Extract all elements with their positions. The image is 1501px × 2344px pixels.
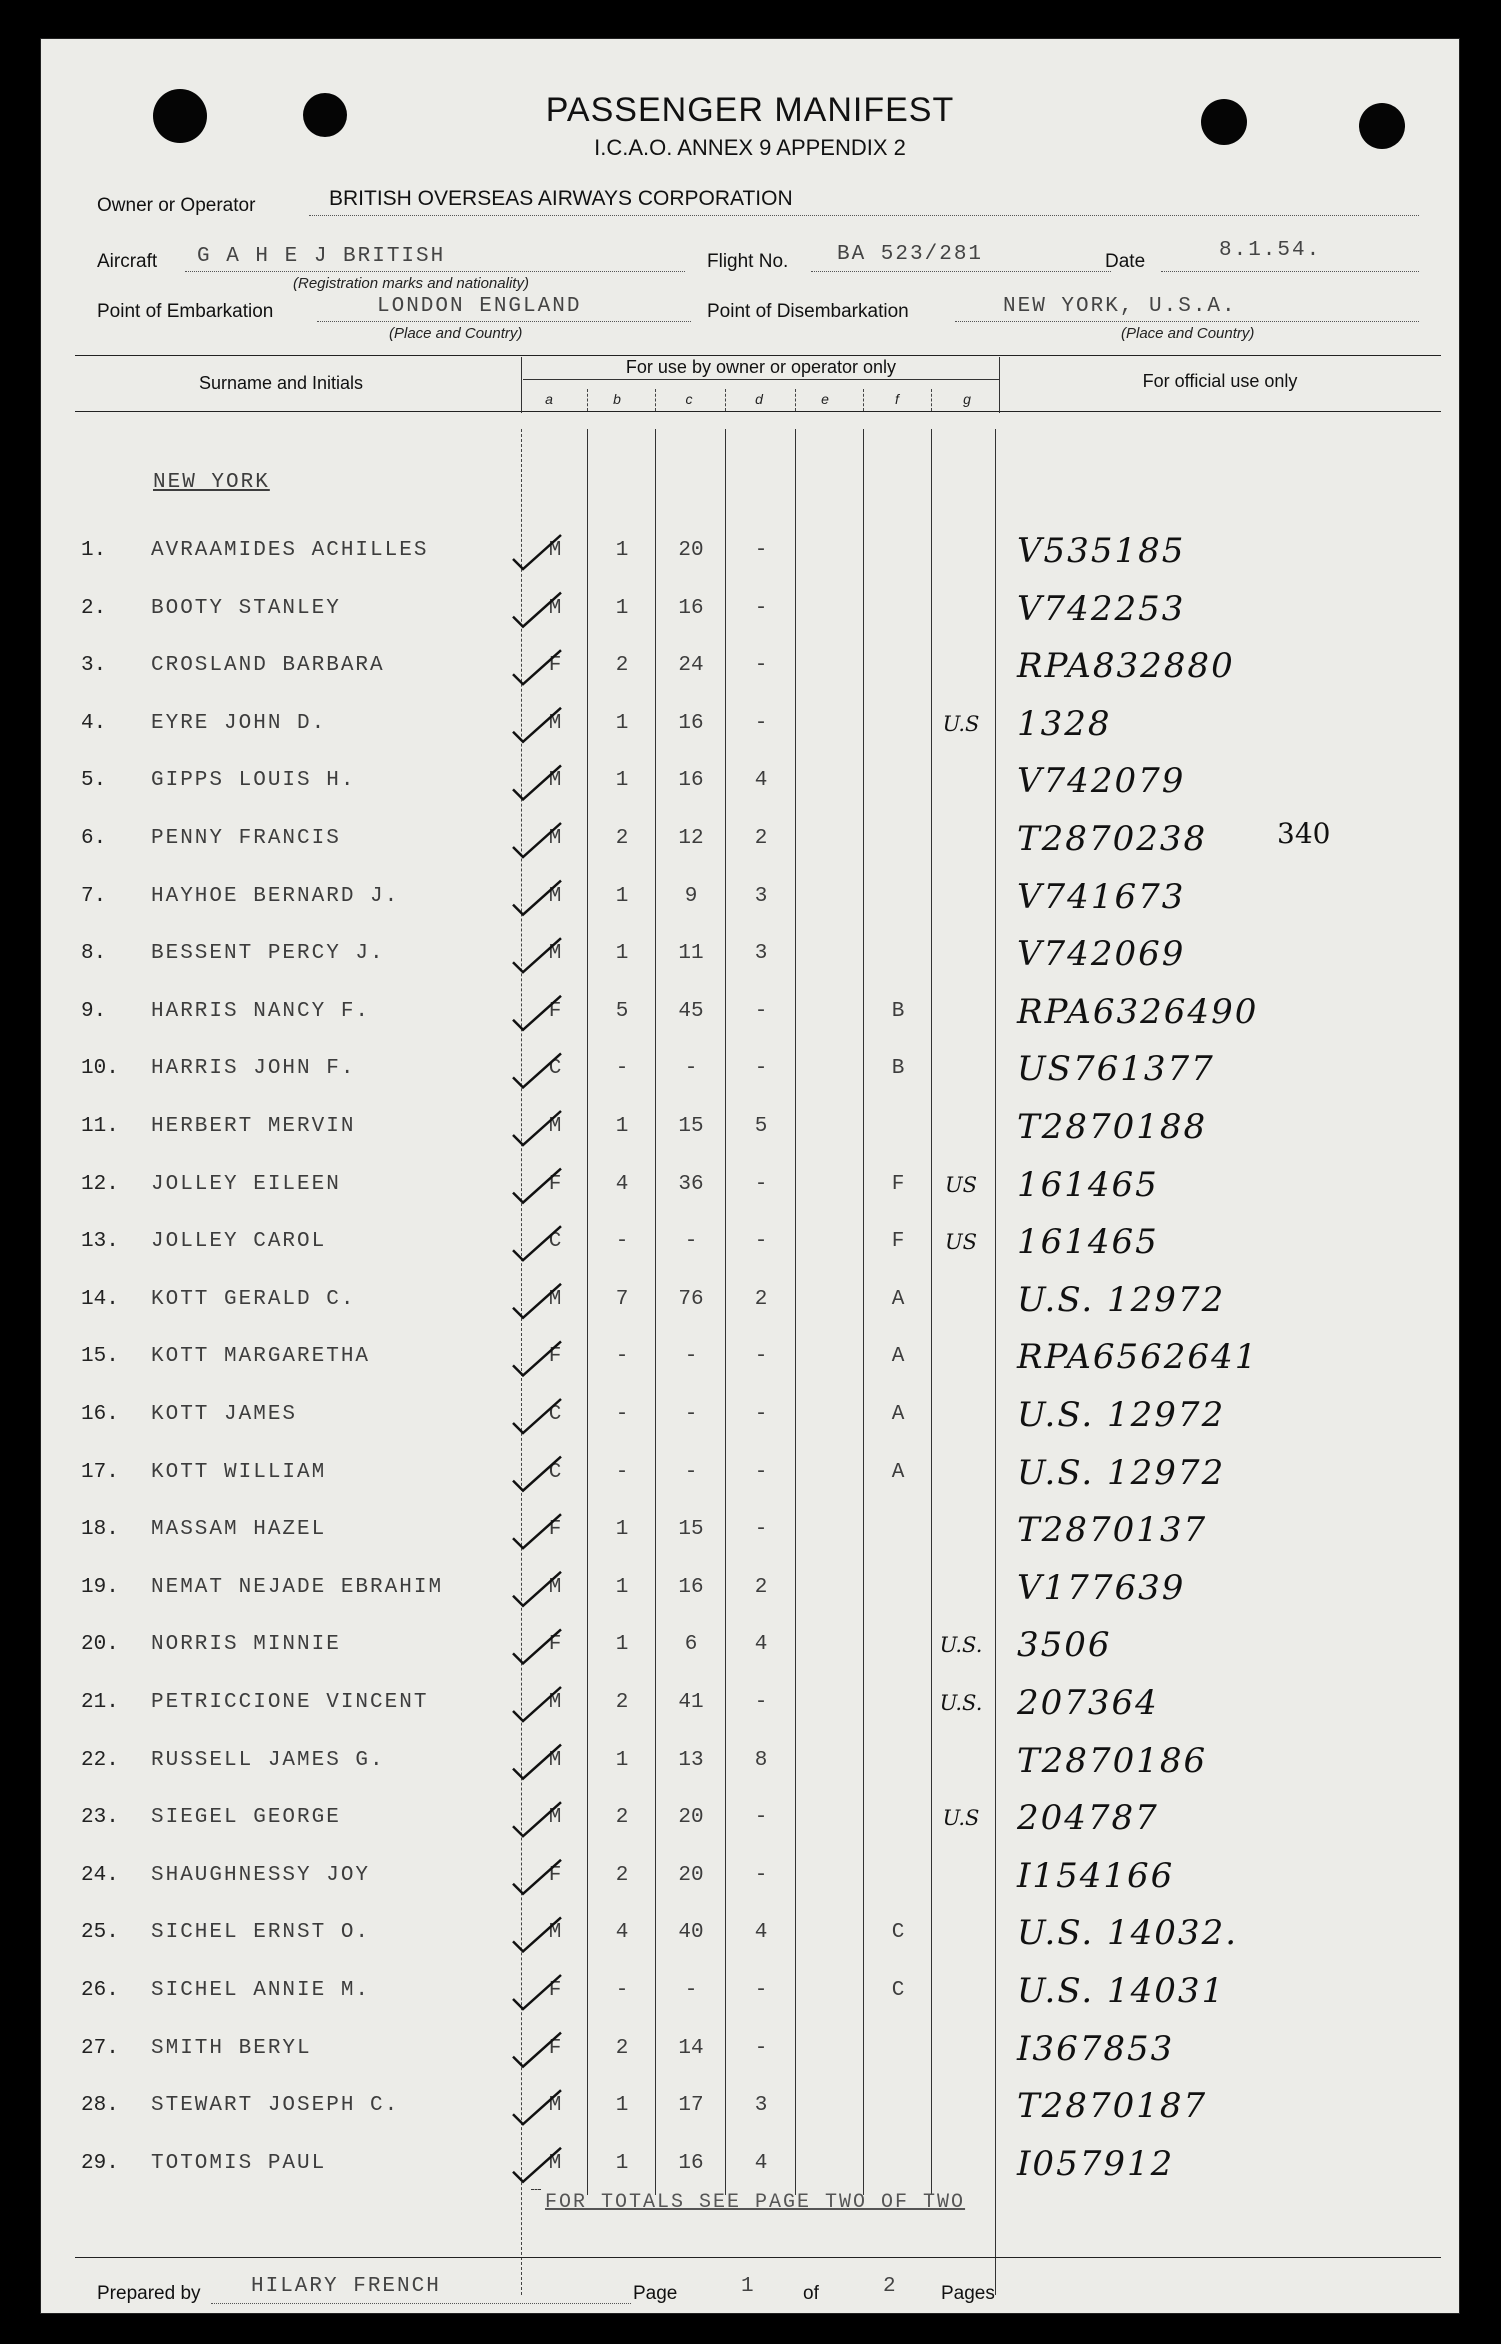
- flight-label: Flight No.: [707, 251, 789, 272]
- cell-a: M: [548, 942, 562, 966]
- cell-b: 1: [615, 711, 629, 735]
- cell-b: 2: [615, 1863, 629, 1887]
- check-mark: [513, 823, 561, 857]
- cell-f: F: [891, 1230, 905, 1254]
- cell-a: M: [548, 827, 562, 850]
- passenger-number: 23.: [81, 1806, 119, 1830]
- cell-d: 4: [754, 1921, 768, 1945]
- check-mark: [513, 1860, 561, 1894]
- page-title: PASSENGER MANIFEST: [545, 91, 955, 129]
- owner-label: Owner or Operator: [97, 195, 256, 216]
- col-d: d: [755, 391, 763, 407]
- official-entry: T2870137: [1017, 1510, 1208, 1551]
- col-g: g: [963, 391, 971, 407]
- embark-value: LONDON ENGLAND: [377, 295, 582, 318]
- col-b: b: [613, 391, 621, 407]
- cell-b: 1: [615, 769, 629, 793]
- check-mark: [513, 938, 561, 972]
- check-marks: [41, 39, 1459, 2313]
- passenger-name: MASSAM HAZEL: [151, 1518, 327, 1542]
- official-entry: U.S. 12972: [1017, 1279, 1226, 1320]
- cell-f: B: [891, 999, 905, 1023]
- cell-b: 1: [615, 1633, 629, 1657]
- official-entry: RPA832880: [1017, 646, 1235, 687]
- passenger-name: JOLLEY CAROL: [151, 1230, 327, 1254]
- passenger-name: KOTT MARGARETHA: [151, 1345, 371, 1369]
- official-entry: T2870188: [1017, 1107, 1208, 1147]
- aircraft-label: Aircraft: [97, 251, 158, 272]
- passenger-number: 25.: [81, 1921, 119, 1945]
- cell-f: F: [891, 1172, 905, 1196]
- cell-g: U.S.: [939, 1691, 983, 1715]
- flight-value: BA 523/281: [837, 243, 984, 266]
- official-entry: I154166: [1017, 1855, 1175, 1896]
- check-mark: [513, 1687, 561, 1721]
- cell-c: 16: [678, 596, 704, 620]
- cell-a: F: [548, 999, 562, 1023]
- cell-f: C: [891, 1979, 905, 2002]
- official-entry: T2870187: [1017, 2086, 1208, 2127]
- cell-c: -: [684, 1230, 698, 1254]
- date-label: Date: [1105, 251, 1146, 272]
- section-heading: NEW YORK: [153, 471, 270, 494]
- cell-b: 2: [615, 654, 629, 678]
- passenger-number: 17.: [81, 1460, 119, 1484]
- cell-d: -: [754, 1863, 768, 1887]
- cell-c: 76: [678, 1287, 704, 1311]
- passenger-number: 11.: [81, 1115, 119, 1138]
- cell-a: M: [548, 884, 562, 908]
- cell-d: 5: [754, 1115, 768, 1138]
- cell-d: 8: [754, 1748, 768, 1772]
- cell-c: 20: [678, 539, 704, 562]
- check-mark: [513, 535, 561, 569]
- cell-b: 1: [615, 1115, 629, 1138]
- official-entry: U.S. 12972: [1017, 1395, 1226, 1435]
- check-mark: [513, 2148, 561, 2182]
- col-owner-use: For use by owner or operator only: [625, 357, 897, 377]
- passenger-number: 2.: [81, 596, 107, 620]
- passenger-name: JOLLEY EILEEN: [151, 1172, 341, 1196]
- page-subtitle: I.C.A.O. ANNEX 9 APPENDIX 2: [594, 135, 906, 160]
- cell-b: 2: [615, 2036, 629, 2060]
- cell-d: -: [754, 1057, 768, 1081]
- cell-c: 40: [678, 1921, 704, 1945]
- passenger-number: 19.: [81, 1575, 119, 1599]
- official-entry: 161465: [1017, 1164, 1159, 1205]
- passenger-number: 7.: [81, 884, 107, 908]
- official-entry: 204787: [1017, 1798, 1159, 1839]
- check-mark: [513, 1629, 561, 1663]
- passenger-number: 20.: [81, 1633, 119, 1657]
- cell-d: -: [754, 1460, 768, 1484]
- cell-b: 1: [615, 942, 629, 966]
- check-mark: [513, 708, 561, 742]
- cell-a: M: [548, 539, 562, 562]
- cell-a: M: [548, 711, 562, 735]
- passenger-name: TOTOMIS PAUL: [151, 2151, 327, 2175]
- cell-f: A: [891, 1460, 905, 1484]
- check-mark: [513, 1284, 561, 1318]
- disembark-value: NEW YORK, U.S.A.: [1003, 295, 1237, 318]
- cell-f: B: [891, 1057, 905, 1081]
- cell-c: 45: [678, 999, 704, 1023]
- cell-a: M: [548, 2151, 562, 2175]
- passenger-name: SICHEL ANNIE M.: [151, 1979, 371, 2002]
- page-label: Page: [633, 2283, 678, 2304]
- cell-d: -: [754, 1230, 768, 1254]
- cell-b: 1: [615, 539, 629, 562]
- cell-f: C: [891, 1921, 905, 1945]
- manifest-page: [40, 38, 1460, 2314]
- passenger-number: 28.: [81, 2094, 119, 2118]
- page-value: 1: [741, 2275, 756, 2298]
- cell-c: -: [684, 1403, 698, 1426]
- official-entry: US761377: [1017, 1049, 1215, 1090]
- check-mark: [513, 1572, 561, 1606]
- cell-a: M: [548, 2094, 562, 2118]
- col-a: a: [545, 391, 553, 407]
- cell-b: -: [615, 1979, 629, 2002]
- col-e: e: [821, 391, 829, 407]
- passenger-number: 8.: [81, 942, 107, 966]
- cell-a: F: [548, 1979, 562, 2002]
- cell-b: 2: [615, 827, 629, 850]
- cell-g: U.S: [942, 711, 980, 736]
- check-mark: [513, 1111, 561, 1145]
- cell-g: U.S: [942, 1806, 980, 1831]
- cell-d: 3: [754, 942, 768, 966]
- cell-d: -: [754, 1172, 768, 1196]
- cell-a: F: [548, 1518, 562, 1542]
- passenger-number: 9.: [81, 999, 107, 1023]
- cell-b: -: [615, 1345, 629, 1369]
- embark-label: Point of Embarkation: [97, 301, 274, 322]
- check-mark: [513, 1975, 561, 2009]
- cell-b: -: [615, 1403, 629, 1426]
- cell-a: F: [548, 2036, 562, 2060]
- cell-c: 6: [684, 1633, 698, 1657]
- official-entry: RPA6326490: [1017, 991, 1259, 1032]
- cell-d: 4: [754, 769, 768, 793]
- cell-c: -: [684, 1057, 698, 1081]
- passenger-name: SICHEL ERNST O.: [151, 1921, 371, 1945]
- passenger-name: KOTT JAMES: [151, 1403, 298, 1426]
- prepared-label: Prepared by: [97, 2283, 201, 2304]
- cell-a: M: [548, 596, 562, 620]
- cell-b: 4: [615, 1172, 629, 1196]
- official-entry: U.S. 14032.: [1017, 1913, 1239, 1954]
- check-mark: [513, 765, 561, 799]
- cell-d: -: [754, 1345, 768, 1369]
- check-mark: [513, 1514, 561, 1548]
- aircraft-note: (Registration marks and nationality): [293, 275, 529, 292]
- passenger-name: AVRAAMIDES ACHILLES: [151, 539, 429, 562]
- passenger-number: 14.: [81, 1287, 119, 1311]
- cell-b: 1: [615, 2151, 629, 2175]
- prepared-value: HILARY FRENCH: [251, 2275, 441, 2298]
- cell-d: 3: [754, 884, 768, 908]
- cell-a: M: [548, 1115, 562, 1138]
- passenger-name: SIEGEL GEORGE: [151, 1806, 341, 1830]
- cell-a: M: [548, 1921, 562, 1945]
- passenger-name: STEWART JOSEPH C.: [151, 2094, 400, 2118]
- cell-c: 41: [678, 1691, 704, 1714]
- passenger-number: 27.: [81, 2036, 119, 2060]
- official-entry: V535185: [1017, 531, 1186, 571]
- check-mark: [513, 996, 561, 1030]
- passenger-number: 15.: [81, 1345, 119, 1369]
- cell-b: 1: [615, 1575, 629, 1599]
- passenger-number: 21.: [81, 1691, 119, 1714]
- embark-note: (Place and Country): [389, 325, 523, 342]
- official-entry: T2870186: [1017, 1740, 1208, 1781]
- passenger-name: PENNY FRANCIS: [151, 827, 341, 850]
- passenger-name: RUSSELL JAMES G.: [151, 1748, 385, 1772]
- check-mark: [513, 2090, 561, 2124]
- cell-d: -: [754, 654, 768, 678]
- cell-f: A: [891, 1345, 905, 1369]
- passenger-name: HAYHOE BERNARD J.: [151, 884, 400, 908]
- cell-a: M: [548, 1287, 562, 1311]
- totals-note: FOR TOTALS SEE PAGE TWO OF TWO: [545, 2191, 966, 2214]
- cell-c: 16: [678, 2151, 704, 2175]
- cell-c: 20: [678, 1806, 704, 1830]
- passenger-number: 22.: [81, 1748, 119, 1772]
- cell-c: 12: [678, 827, 704, 850]
- col-official: For official use only: [1142, 371, 1298, 391]
- col-c: c: [685, 391, 693, 407]
- cell-b: 2: [615, 1806, 629, 1830]
- cell-c: 20: [678, 1863, 704, 1887]
- cell-c: -: [684, 1345, 698, 1369]
- cell-b: 1: [615, 884, 629, 908]
- passenger-name: NEMAT NEJADE EBRAHIM: [151, 1575, 444, 1599]
- aircraft-value: G A H E J BRITISH: [197, 245, 446, 268]
- cell-a: F: [548, 1633, 562, 1657]
- passenger-number: 13.: [81, 1230, 119, 1254]
- official-entry: 1328: [1017, 703, 1112, 744]
- check-mark: [513, 1745, 561, 1779]
- cell-c: 15: [678, 1115, 704, 1138]
- check-mark: [513, 1802, 561, 1836]
- passenger-name: CROSLAND BARBARA: [151, 654, 385, 678]
- cell-b: -: [615, 1230, 629, 1254]
- official-entry: V177639: [1017, 1567, 1186, 1608]
- official-entry: V741673: [1017, 876, 1186, 917]
- cell-d: -: [754, 1691, 768, 1714]
- check-mark: [513, 1399, 561, 1433]
- cell-b: 1: [615, 1748, 629, 1772]
- passenger-number: 29.: [81, 2151, 119, 2175]
- cell-c: 9: [684, 884, 698, 908]
- owner-value: BRITISH OVERSEAS AIRWAYS CORPORATION: [329, 187, 793, 210]
- date-value: 8.1.54.: [1219, 239, 1322, 262]
- official-entry: V742253: [1017, 588, 1186, 629]
- cell-c: 15: [678, 1518, 704, 1542]
- check-mark: [513, 881, 561, 915]
- official-entry: U.S. 14031: [1017, 1971, 1226, 2011]
- passenger-number: 1.: [81, 539, 107, 562]
- passenger-number: 10.: [81, 1057, 119, 1081]
- passenger-name: SMITH BERYL: [151, 2036, 312, 2060]
- cell-d: -: [754, 1979, 768, 2002]
- cell-a: C: [548, 1403, 562, 1426]
- cell-c: -: [684, 1979, 698, 2002]
- cell-a: M: [548, 1691, 562, 1714]
- official-entry: I367853: [1017, 2028, 1175, 2069]
- cell-d: -: [754, 2036, 768, 2060]
- passenger-name: HARRIS NANCY F.: [151, 999, 371, 1023]
- cell-c: 24: [678, 654, 704, 678]
- cell-b: 1: [615, 1518, 629, 1542]
- cell-b: 4: [615, 1921, 629, 1945]
- cell-g: U.S.: [939, 1633, 983, 1658]
- passenger-name: PETRICCIONE VINCENT: [151, 1691, 429, 1714]
- passenger-number: 3.: [81, 654, 107, 678]
- cell-d: 4: [754, 2151, 768, 2175]
- cell-b: 7: [615, 1287, 629, 1311]
- passenger-name: GIPPS LOUIS H.: [151, 769, 356, 793]
- cell-d: 2: [754, 1575, 768, 1599]
- official-entry: T2870238: [1017, 819, 1208, 859]
- official-entry: 207364: [1017, 1683, 1159, 1723]
- passenger-number: 18.: [81, 1518, 119, 1542]
- cell-b: -: [615, 1057, 629, 1081]
- of-value: 2: [883, 2275, 898, 2298]
- passenger-name: KOTT GERALD C.: [151, 1287, 356, 1311]
- cell-g: US: [944, 1230, 978, 1255]
- passenger-name: HERBERT MERVIN: [151, 1115, 356, 1138]
- cell-d: 3: [754, 2094, 768, 2118]
- cell-a: M: [548, 1806, 562, 1830]
- cell-g: US: [944, 1172, 978, 1197]
- cell-b: -: [615, 1460, 629, 1484]
- passenger-number: 26.: [81, 1979, 119, 2002]
- cell-b: 1: [615, 596, 629, 620]
- cell-c: -: [684, 1460, 698, 1484]
- cell-a: C: [548, 1230, 562, 1254]
- cell-d: -: [754, 539, 768, 562]
- cell-d: -: [754, 999, 768, 1023]
- passenger-name: KOTT WILLIAM: [151, 1460, 327, 1484]
- cell-d: -: [754, 1806, 768, 1830]
- official-entry: 3506: [1017, 1625, 1112, 1666]
- cell-d: -: [754, 1518, 768, 1542]
- passenger-name: EYRE JOHN D.: [151, 711, 327, 735]
- cell-c: 16: [678, 769, 704, 793]
- cell-c: 14: [678, 2036, 704, 2060]
- cell-d: -: [754, 711, 768, 735]
- check-mark: [513, 2033, 561, 2067]
- cell-a: C: [548, 1460, 562, 1484]
- cell-d: 4: [754, 1633, 768, 1657]
- cell-a: M: [548, 769, 562, 793]
- col-f: f: [895, 391, 899, 407]
- cell-c: 36: [678, 1172, 704, 1196]
- official-entry: RPA6562641: [1017, 1337, 1259, 1378]
- cell-d: 2: [754, 1287, 768, 1311]
- cell-f: A: [891, 1403, 905, 1426]
- cell-d: 2: [754, 827, 768, 850]
- check-mark: [513, 593, 561, 627]
- passenger-number: 12.: [81, 1172, 119, 1196]
- passenger-name: BESSENT PERCY J.: [151, 942, 385, 966]
- check-mark: [513, 1169, 561, 1203]
- passenger-name: SHAUGHNESSY JOY: [151, 1863, 371, 1887]
- of-label: of: [803, 2283, 819, 2304]
- cell-c: 17: [678, 2094, 704, 2118]
- cell-a: F: [548, 1172, 562, 1196]
- passenger-number: 5.: [81, 769, 107, 793]
- cell-a: M: [548, 1575, 562, 1599]
- passenger-name: HARRIS JOHN F.: [151, 1057, 356, 1081]
- cell-c: 11: [678, 942, 704, 966]
- check-mark: [513, 1053, 561, 1087]
- cell-a: F: [548, 654, 562, 678]
- check-mark: [513, 1226, 561, 1260]
- check-mark: [513, 1341, 561, 1375]
- disembark-label: Point of Disembarkation: [707, 301, 909, 322]
- disembark-note: (Place and Country): [1121, 325, 1255, 342]
- cell-a: M: [548, 1748, 562, 1772]
- check-mark: [513, 650, 561, 684]
- passenger-number: 6.: [81, 827, 107, 850]
- passenger-number: 4.: [81, 711, 107, 735]
- cell-c: 16: [678, 1575, 704, 1599]
- official-entry: U.S. 12972: [1017, 1452, 1226, 1493]
- passenger-number: 24.: [81, 1863, 119, 1887]
- cell-a: F: [548, 1863, 562, 1887]
- official-entry: I057912: [1017, 2143, 1175, 2184]
- cell-f: A: [891, 1287, 905, 1311]
- col-surname: Surname and Initials: [198, 373, 364, 393]
- cell-c: 16: [678, 711, 704, 735]
- annotation-340: 340: [1277, 817, 1331, 850]
- check-mark: [513, 1457, 561, 1491]
- check-mark: [513, 1917, 561, 1951]
- cell-a: F: [548, 1345, 562, 1369]
- cell-b: 2: [615, 1691, 629, 1714]
- official-entry: 161465: [1017, 1222, 1159, 1263]
- passenger-name: NORRIS MINNIE: [151, 1633, 341, 1657]
- cell-d: -: [754, 1403, 768, 1426]
- official-entry: V742069: [1017, 934, 1186, 975]
- cell-a: C: [548, 1057, 562, 1081]
- passenger-number: 16.: [81, 1403, 119, 1426]
- cell-b: 5: [615, 999, 629, 1023]
- official-entry: V742079: [1017, 761, 1186, 802]
- passenger-name: BOOTY STANLEY: [151, 596, 341, 620]
- pages-label: Pages: [941, 2283, 995, 2304]
- cell-c: 13: [678, 1748, 704, 1772]
- cell-d: -: [754, 596, 768, 620]
- cell-b: 1: [615, 2094, 629, 2118]
